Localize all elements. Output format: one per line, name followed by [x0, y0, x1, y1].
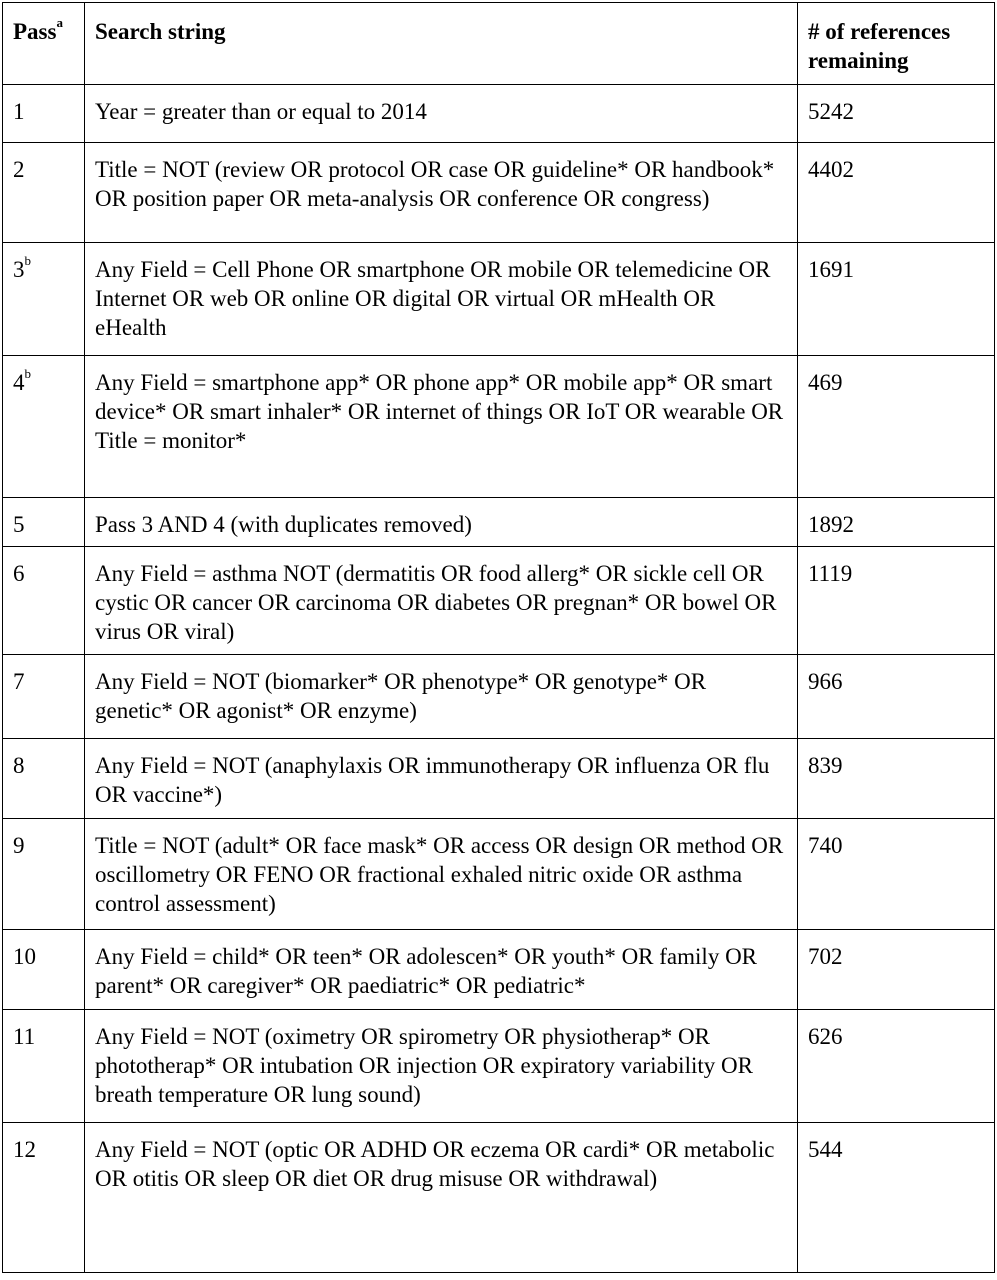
pass-cell — [3, 243, 85, 356]
references-remaining-cell: 4402 — [798, 143, 995, 243]
pass-cell — [3, 85, 85, 143]
table-row — [3, 1010, 995, 1123]
table-row — [3, 498, 995, 547]
pass-cell — [3, 498, 85, 547]
header-search-string: Search string — [85, 3, 798, 85]
search-string-cell: Year = greater than or equal to 2014 — [85, 85, 798, 143]
table-row — [3, 85, 995, 143]
pass-number: 8 — [13, 753, 25, 778]
table-row — [3, 930, 995, 1010]
header-pass — [3, 3, 85, 85]
search-string-cell: Any Field = asthma NOT (dermatitis OR food allerg* OR sickle cell OR cystic OR cancer OR carcinoma OR diabetes OR pregnan* OR bowel OR virus OR viral) — [85, 547, 798, 655]
pass-cell — [3, 1123, 85, 1273]
search-string-cell: Any Field = NOT (anaphylaxis OR immunotherapy OR influenza OR flu OR vaccine*) — [85, 739, 798, 819]
header-references-remaining: # of references remaining — [798, 3, 995, 85]
pass-footnote-marker: b — [24, 253, 31, 269]
pass-number: 5 — [13, 512, 25, 537]
references-remaining-cell: 1119 — [798, 547, 995, 655]
pass-cell — [3, 356, 85, 498]
search-string-cell: Any Field = NOT (biomarker* OR phenotype* OR genotype* OR genetic* OR agonist* OR enzyme) — [85, 655, 798, 739]
pass-cell — [3, 930, 85, 1010]
search-string-cell: Pass 3 AND 4 (with duplicates removed) — [85, 498, 798, 547]
header-pass-footnote-marker: a — [56, 15, 63, 31]
search-passes-table — [2, 2, 995, 1273]
pass-number: 3 — [13, 257, 25, 282]
pass-number: 12 — [13, 1137, 36, 1162]
search-string-cell: Any Field = Cell Phone OR smartphone OR mobile OR telemedicine OR Internet OR web OR online OR digital OR virtual OR mHealth OR eHealth — [85, 243, 798, 356]
header-pass-label: Pass — [13, 19, 57, 44]
references-remaining-cell: 1892 — [798, 498, 995, 547]
table-row — [3, 655, 995, 739]
references-remaining-cell: 702 — [798, 930, 995, 1010]
table-row — [3, 243, 995, 356]
search-passes-table-container — [2, 2, 994, 1273]
search-string-cell: Title = NOT (adult* OR face mask* OR access OR design OR method OR oscillometry OR FENO OR fractional exhaled nitric oxide OR asthma control assessment) — [85, 819, 798, 930]
pass-number: 9 — [13, 833, 25, 858]
pass-cell — [3, 547, 85, 655]
table-row — [3, 356, 995, 498]
pass-cell — [3, 655, 85, 739]
pass-number: 4 — [13, 370, 25, 395]
table-row — [3, 1123, 995, 1273]
pass-number: 2 — [13, 157, 25, 182]
references-remaining-cell: 626 — [798, 1010, 995, 1123]
table-header-row — [3, 3, 995, 85]
references-remaining-cell: 1691 — [798, 243, 995, 356]
table-row — [3, 547, 995, 655]
table-row — [3, 143, 995, 243]
pass-number: 7 — [13, 669, 25, 694]
search-string-cell: Title = NOT (review OR protocol OR case OR guideline* OR handbook* OR position paper OR meta-analysis OR conference OR congress) — [85, 143, 798, 243]
pass-number: 10 — [13, 944, 36, 969]
references-remaining-cell: 469 — [798, 356, 995, 498]
references-remaining-cell: 5242 — [798, 85, 995, 143]
pass-number: 11 — [13, 1024, 36, 1049]
references-remaining-cell: 740 — [798, 819, 995, 930]
pass-footnote-marker: b — [24, 366, 31, 382]
references-remaining-cell: 839 — [798, 739, 995, 819]
references-remaining-cell: 966 — [798, 655, 995, 739]
search-string-cell: Any Field = NOT (oximetry OR spirometry OR physiotherap* OR phototherap* OR intubation OR injection OR expiratory variability OR breath temperature OR lung sound) — [85, 1010, 798, 1123]
pass-cell — [3, 819, 85, 930]
pass-number: 1 — [13, 99, 25, 124]
search-string-cell: Any Field = smartphone app* OR phone app* OR mobile app* OR smart device* OR smart inhaler* OR internet of things OR IoT OR wearable OR Title = monitor* — [85, 356, 798, 498]
pass-number: 6 — [13, 561, 25, 586]
table-row — [3, 819, 995, 930]
references-remaining-cell: 544 — [798, 1123, 995, 1273]
table-row — [3, 739, 995, 819]
search-string-cell: Any Field = NOT (optic OR ADHD OR eczema OR cardi* OR metabolic OR otitis OR sleep OR diet OR drug misuse OR withdrawal) — [85, 1123, 798, 1273]
search-string-cell: Any Field = child* OR teen* OR adolescen* OR youth* OR family OR parent* OR caregiver* OR paediatric* OR pediatric* — [85, 930, 798, 1010]
pass-cell — [3, 143, 85, 243]
pass-cell — [3, 739, 85, 819]
pass-cell — [3, 1010, 85, 1123]
